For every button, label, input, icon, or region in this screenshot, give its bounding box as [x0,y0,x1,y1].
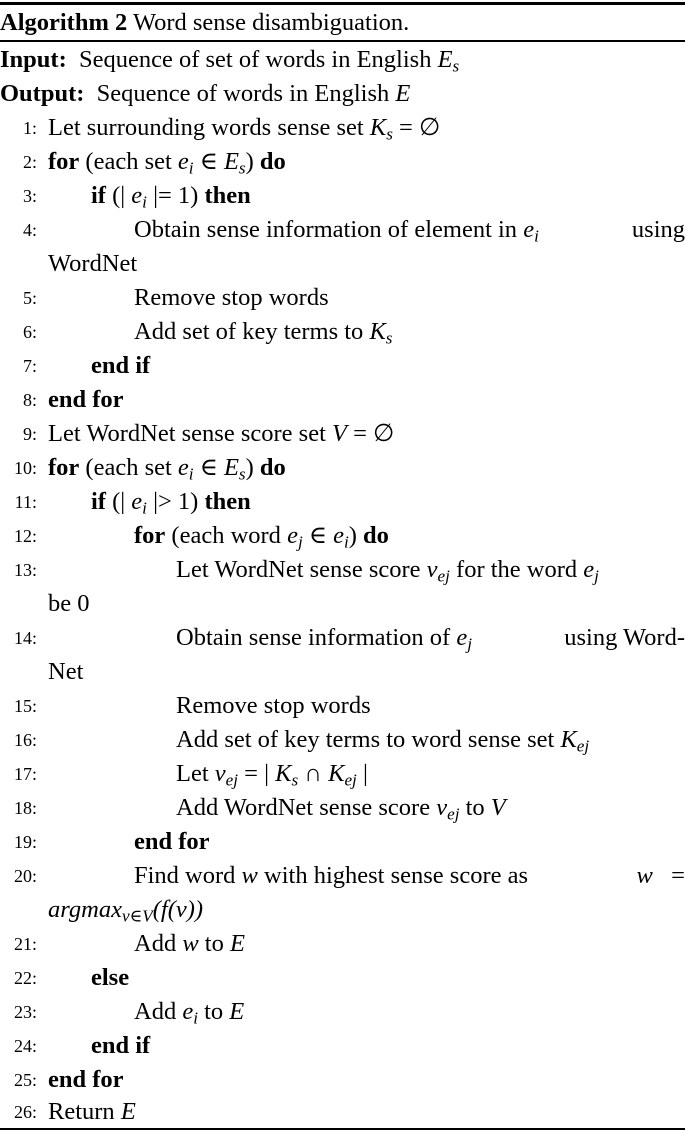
input-line: Input: Sequence of set of words in English $E_s$ [0,46,460,76]
line-text: Add [134,930,177,957]
line-number: 22: [13,968,37,988]
bottom-rule [0,1128,685,1130]
line-text: Add set of key terms to word sense set [176,726,555,753]
algorithm-line [0,281,685,315]
keyword: then [204,182,251,209]
line-number: 11: [14,492,37,512]
line-number: 24: [13,1036,37,1056]
algorithm-line: 11: if (| $e_i$ |> 1) then [0,485,685,519]
line-text: Obtain sense information of [176,624,451,651]
algorithm-line-wrap: argmax$_{v\in V}$(f(v)) [48,896,204,926]
algorithm-line: 12: for (each word $e_j$ ∈ $e_i$) do [0,519,685,553]
line-number: 19: [13,832,37,852]
keyword: do [259,148,286,175]
algorithm-line: 14: Obtain sense information of $e_j$ using Word- [0,621,685,655]
line-text: Find word [134,862,236,889]
line-number: 23: [13,1002,37,1022]
line-text: using [631,216,685,243]
algorithm-line: 26: Return E [0,1097,685,1127]
line-number: 13: [13,560,37,580]
line-number: 18: [13,798,37,818]
line-number: 12: [13,526,37,546]
line-number: 5: [22,288,37,308]
algorithm-line: 20: Find word w with highest sense score as w = [0,859,685,893]
line-number: 10: [13,458,37,478]
line-number: 7: [22,356,37,376]
algorithm-line [0,383,685,417]
line-number: 3: [22,186,37,206]
line-text: Let WordNet sense score [176,556,421,583]
line-text: argmax [48,896,122,923]
line-text: using Word- [564,624,685,651]
line-text: (each set [85,148,172,175]
input-text: Sequence of set of words in English [78,46,432,73]
line-number: 15: [13,696,37,716]
algorithm-line: 18: Add WordNet sense score $v_{ej}$ to V [0,791,685,825]
algorithm-line [0,349,685,383]
line-text: Add WordNet sense score [176,794,431,821]
output-text: Sequence of words in English [96,80,390,107]
line-number: 1: [22,118,37,138]
keyword: for [48,148,80,175]
line-text: for the word [456,556,578,583]
algorithm-label: Algorithm 2 [0,9,128,36]
algorithm-line: 23: Add $e_i$ to E [0,995,685,1029]
keyword: if [91,182,106,209]
algorithm-line [0,1029,685,1063]
line-text: Return [48,1098,115,1125]
line-text: to [204,998,224,1025]
line-text: be 0 [48,590,90,617]
keyword: for [48,454,80,481]
keyword: end if [91,1032,151,1059]
algorithm-title: Word sense disambiguation. [132,9,410,36]
keyword: if [91,488,106,515]
line-number: 2: [22,152,37,172]
algorithm-caption [0,6,409,39]
line-number: 20: [13,866,37,886]
algorithm-line: 10: for (each set $e_i$ ∈ $E_s$) do [0,451,685,485]
top-rule [0,2,685,5]
keyword: do [363,522,389,549]
line-number: 26: [13,1102,37,1122]
algorithm-line [0,825,685,859]
output-line: Output: Sequence of words in English E [0,80,411,107]
algorithm-line-wrap [0,247,685,281]
line-text: to [465,794,485,821]
line-text: Obtain sense information of element in [134,216,518,243]
algorithm-line: 13: Let WordNet sense score $v_{ej}$ for the word $e_j$ [0,553,685,587]
input-label: Input: [0,46,67,73]
line-text: Let WordNet sense score set [48,420,326,447]
keyword: else [91,964,130,991]
keyword: end for [48,1066,124,1093]
line-text: to [204,930,224,957]
keyword: then [204,488,251,515]
keyword: end for [134,828,210,855]
algorithm-line: 21: Add w to E [0,927,685,961]
algorithm-line: 1: Let surrounding words sense set $K_s$ = ∅ [0,111,685,145]
line-text: with highest sense score as [264,862,529,889]
line-text: Add [134,998,177,1025]
line-number: 4: [22,220,37,240]
algorithm-line: 2: for (each set $e_i$ ∈ $E_s$) do [0,145,685,179]
line-text: Remove stop words [176,692,371,719]
line-number: 14: [13,628,37,648]
algorithm-line [0,961,685,995]
line-number: 25: [13,1070,37,1090]
line-number: 6: [22,322,37,342]
algorithm-line: 3: if (| $e_i$ |= 1) then [0,179,685,213]
line-number: 16: [13,730,37,750]
line-text: Let surrounding words sense set [48,114,364,141]
algorithm-line: 9: Let WordNet sense score set V = ∅ [0,417,685,451]
algorithm-line: 17: Let $v_{ej}$ = | $K_s$ ∩ $K_{ej}$ | [0,757,685,791]
algorithm-line [0,1063,685,1097]
algorithm-line-wrap [0,587,685,621]
line-number: 8: [22,390,37,410]
keyword: end if [91,352,151,379]
line-text: Let [176,760,209,787]
algorithm-line: 4: Obtain sense information of element in $e_i$ using [0,213,685,247]
keyword: do [259,454,286,481]
line-text: Add set of key terms to [134,318,364,345]
line-text: (each set [85,454,172,481]
keyword: for [134,522,166,549]
output-label: Output: [0,80,85,107]
line-text: (each word [171,522,281,549]
algorithm-line-wrap [0,655,685,689]
algorithm-line [0,689,685,723]
algorithm-line: 16: Add set of key terms to word sense set $K_{ej}$ [0,723,685,757]
caption-rule [0,40,685,42]
line-number: 9: [22,424,37,444]
keyword: end for [48,386,124,413]
line-text: Net [48,658,84,685]
algorithm-line: 6: Add set of key terms to $K_s$ [0,315,685,349]
line-text: Remove stop words [134,284,329,311]
line-number: 17: [13,764,37,784]
line-text: WordNet [48,250,138,277]
line-number: 21: [13,934,37,954]
